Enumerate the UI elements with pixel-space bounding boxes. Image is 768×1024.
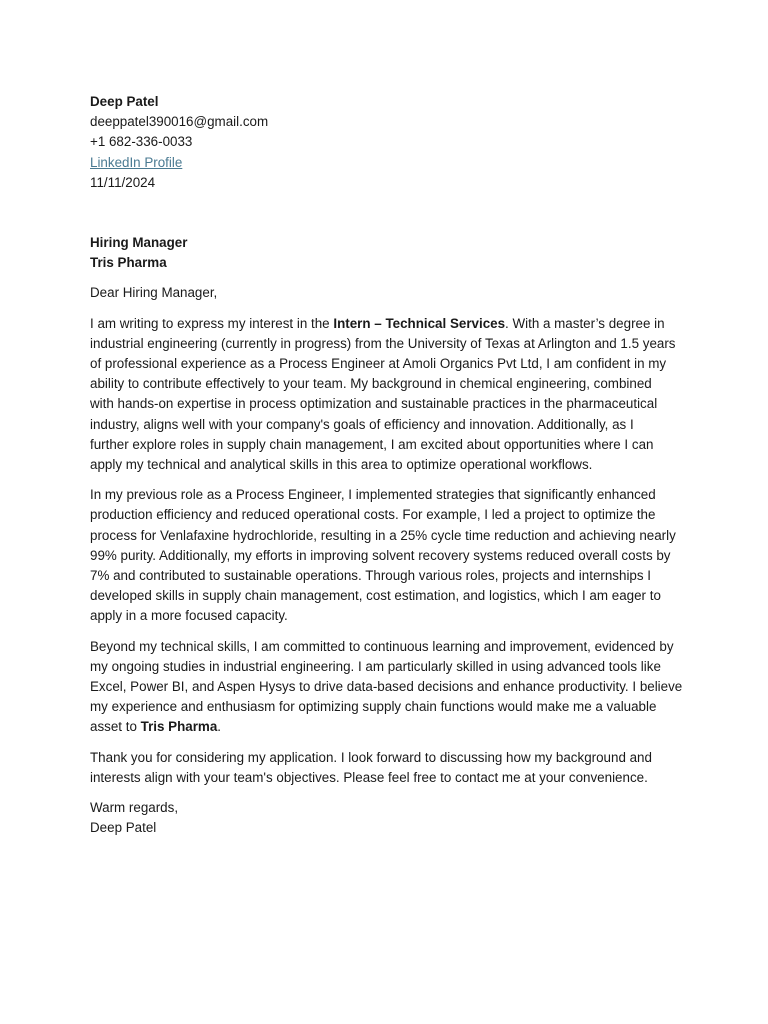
paragraph-line: 7% and contributed to sustainable operations. Through various roles, projects and internships I — [90, 568, 652, 584]
recipient-block — [90, 233, 682, 273]
paragraph-line: interests align with your team's objectives. Please feel free to contact me at your convenience. — [90, 769, 648, 785]
text-run: . With a master’s degree in — [505, 315, 665, 331]
company-name: Tris Pharma — [140, 719, 218, 735]
paragraph-line: In my previous role as a Process Engineer, I implemented strategies that significantly enhanced — [90, 487, 656, 503]
paragraph-line: Excel, Power BI, and Aspen Hysys to drive data-based decisions and enhance productivity. I believe — [90, 679, 683, 695]
text-run: I am writing to express my interest in the — [90, 315, 334, 331]
sender-phone: +1 682-336-0033 — [90, 134, 193, 150]
letter-date: 11/11/2024 — [90, 174, 156, 190]
sender-email: deeppatel390016@gmail.com — [90, 114, 269, 130]
paragraph-line: industry, aligns well with your company's goals of efficiency and innovation. Additionally, as I — [90, 416, 634, 432]
paragraph-line: apply my technical and analytical skills in this area to optimize operational workflows. — [90, 457, 593, 473]
paragraph-line: 99% purity. Additionally, my efforts in improving solvent recovery systems reduced overall costs by — [90, 547, 671, 563]
paragraph-line: my ongoing studies in industrial engineering. I am particularly skilled in using advanced tools like — [90, 658, 661, 674]
paragraph-line: production efficiency and reduced operational costs. For example, I led a project to optimize the — [90, 507, 656, 523]
paragraph-line: further explore roles in supply chain management, I am excited about opportunities where I can — [90, 436, 654, 452]
text-run: . — [217, 719, 222, 735]
paragraph-line: ability to contribute effectively to your team. My background in chemical engineering, combined — [90, 376, 652, 392]
paragraph-line: Thank you for considering my application. I look forward to discussing how my background and — [90, 749, 652, 765]
paragraph-line — [90, 314, 682, 334]
position-title: Intern – Technical Services — [333, 315, 506, 331]
paragraph-line — [90, 717, 682, 737]
paragraph-4 — [90, 748, 682, 788]
closing-block — [90, 798, 682, 838]
paragraph-1 — [90, 314, 682, 476]
sender-name: Deep Patel — [90, 94, 159, 109]
greeting-text: Dear Hiring Manager, — [90, 285, 218, 301]
linkedin-profile-link[interactable]: LinkedIn Profile — [90, 154, 183, 170]
paragraph-line: with hands-on expertise in process optimization and sustainable practices in the pharmaceutical — [90, 396, 658, 412]
cover-letter — [90, 92, 682, 839]
recipient-title: Hiring Manager — [90, 235, 188, 251]
text-run: asset to — [90, 719, 141, 735]
paragraph-3 — [90, 637, 682, 738]
recipient-company: Tris Pharma — [90, 255, 167, 271]
paragraph-line: of professional experience as a Process Engineer at Amoli Organics Pvt Ltd, I am confident in my — [90, 356, 667, 372]
paragraph-2 — [90, 485, 682, 626]
paragraph-line: process for Venlafaxine hydrochloride, resulting in a 25% cycle time reduction and achieving nearly — [90, 527, 676, 543]
paragraph-line: my experience and enthusiasm for optimizing supply chain functions would make me a valuable — [90, 699, 657, 715]
greeting — [90, 283, 682, 303]
sender-block — [90, 92, 682, 193]
paragraph-line: industrial engineering (currently in progress) from the University of Texas at Arlington and 1.5 years — [90, 335, 676, 351]
closing-salutation: Warm regards, — [90, 800, 179, 816]
paragraph-line: apply in a more focused capacity. — [90, 608, 288, 624]
paragraph-line: developed skills in supply chain management, cost estimation, and logistics, which I am eager to — [90, 588, 661, 604]
paragraph-line: Beyond my technical skills, I am committed to continuous learning and improvement, evidenced by — [90, 638, 674, 654]
closing-name: Deep Patel — [90, 820, 157, 836]
